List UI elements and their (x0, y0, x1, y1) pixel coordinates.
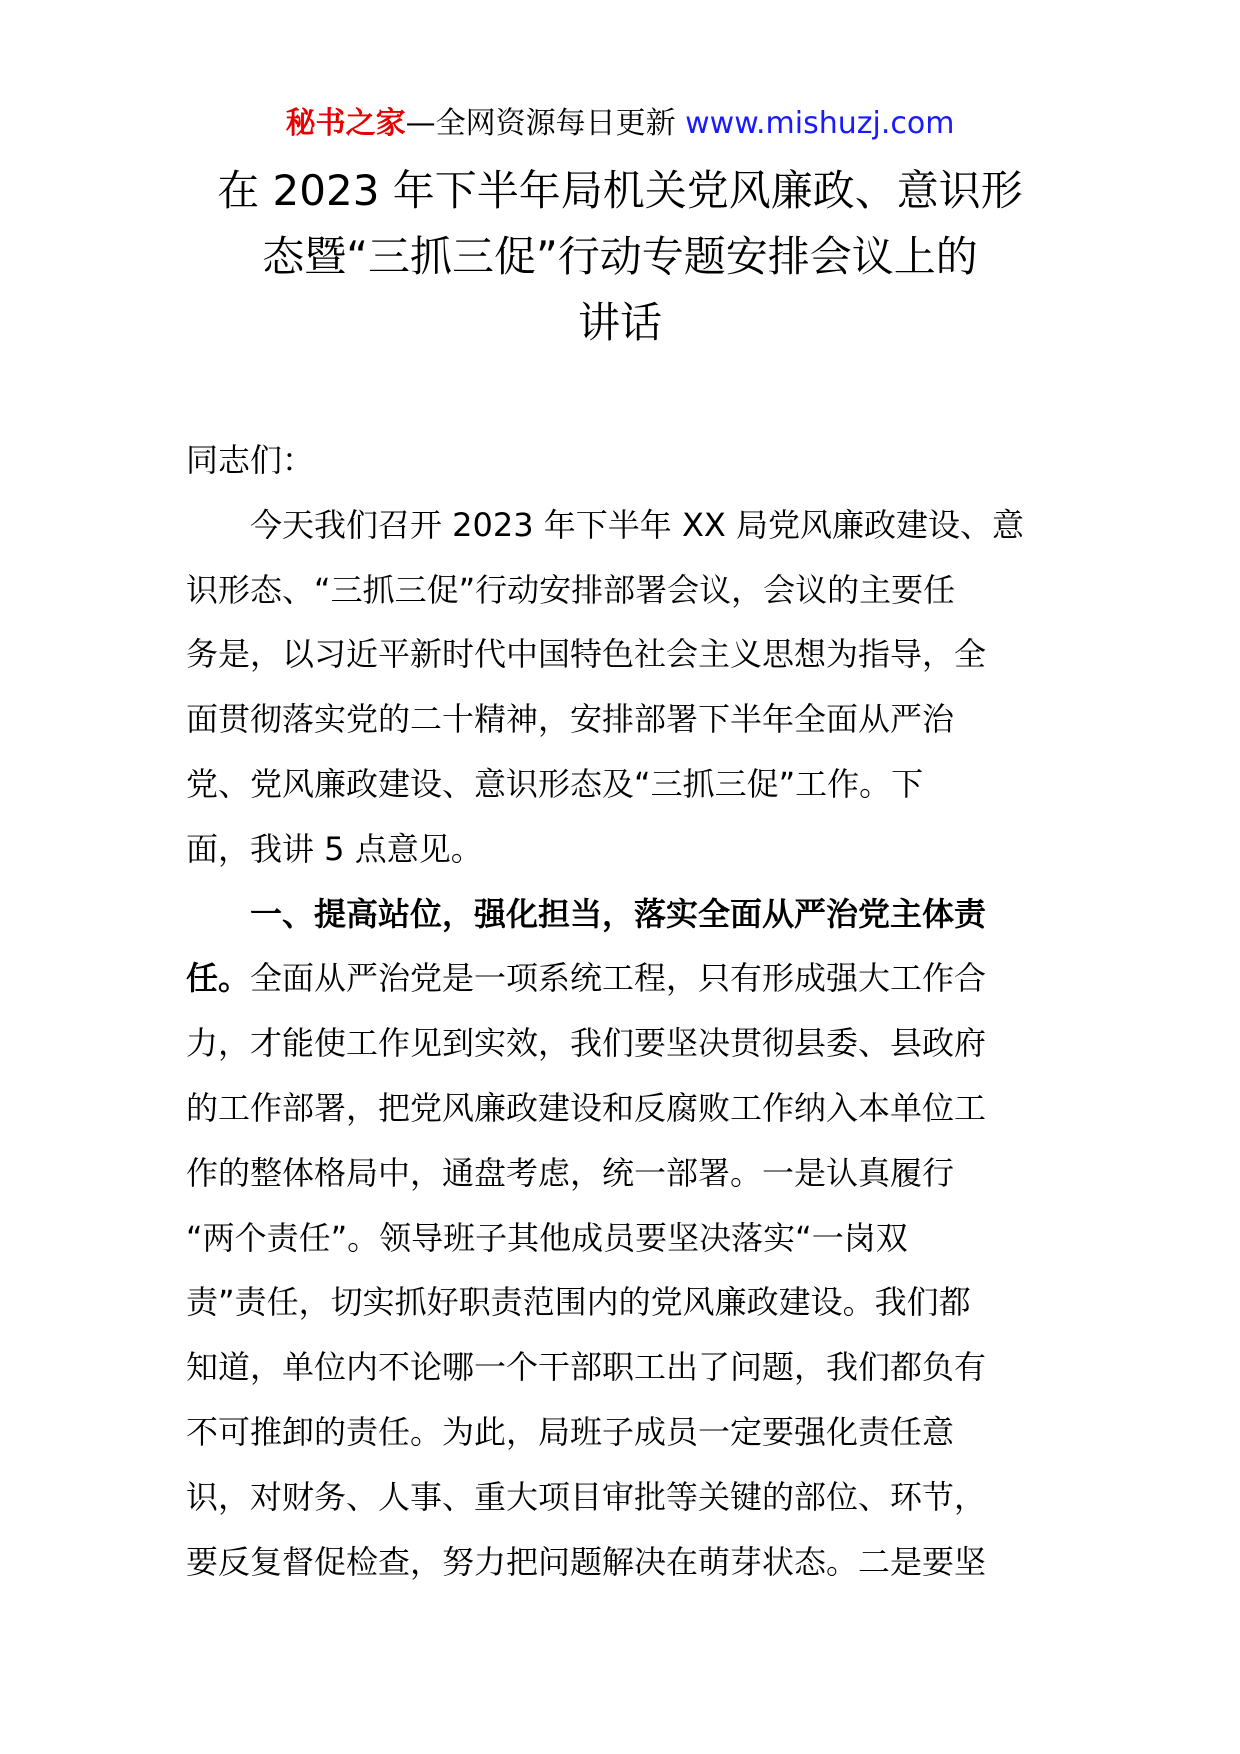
body-line-text: 知道，单位内不论哪一个干部职工出了问题，我们都负有 (186, 1348, 987, 1387)
body-line (186, 1400, 1066, 1465)
body-lines (186, 493, 1066, 1595)
brand-name: 秘书之家 (285, 106, 406, 141)
body-line (186, 1141, 1066, 1206)
body-line-text: 力，才能使工作见到实效，我们要坚决贯彻县委、县政府 (186, 1024, 987, 1063)
body-line (186, 817, 1066, 882)
body-line (186, 946, 1066, 1011)
body-line-text: 全面从严治党是一项系统工程，只有形成强大工作合 (250, 959, 987, 998)
body-line-text: 作的整体格局中，通盘考虑，统一部署。一是认真履行 (186, 1153, 955, 1192)
body-line (186, 622, 1066, 687)
body-line (186, 1335, 1066, 1400)
body-line-text: 面贯彻落实党的二十精神，安排部署下半年全面从严治 (186, 700, 955, 739)
body-line (186, 1011, 1066, 1076)
document-body (186, 428, 1066, 1594)
body-line-text: 的工作部署，把党风廉政建设和反腐败工作纳入本单位工 (186, 1088, 987, 1127)
body-line-text: 党、党风廉政建设、意识形态及“三抓三促”工作。下 (186, 764, 924, 803)
body-line-text: 责”责任，切实抓好职责范围内的党风廉政建设。我们都 (186, 1283, 971, 1322)
section-heading: 一、提高站位，强化担当，落实全面从严治党主体责 (250, 894, 987, 933)
body-line-text: “两个责任”。领导班子其他成员要坚决落实“一岗双 (186, 1218, 908, 1257)
body-line (186, 1465, 1066, 1530)
page-title (180, 158, 1060, 356)
header-tagline: —全网资源每日更新 (405, 106, 686, 141)
salutation: 同志们： (186, 441, 315, 479)
body-line (186, 882, 1066, 947)
title-line: 讲话 (577, 298, 662, 347)
body-line-text: 不可推卸的责任。为此，局班子成员一定要强化责任意 (186, 1412, 955, 1451)
title-line: 在 2023 年下半年局机关党风廉政、意识形 (217, 166, 1023, 215)
site-header (0, 102, 1240, 146)
body-line (186, 687, 1066, 752)
body-line-text: 面，我讲 5 点意见。 (186, 829, 483, 868)
title-line: 态暨“三抓三促”行动专题安排会议上的 (262, 232, 978, 281)
body-line (186, 1206, 1066, 1271)
body-line-text: 要反复督促检查，努力把问题解决在萌芽状态。二是要坚 (186, 1542, 987, 1581)
body-line (186, 752, 1066, 817)
body-line-text: 识，对财务、人事、重大项目审批等关键的部位、环节， (186, 1477, 987, 1516)
body-line (186, 1076, 1066, 1141)
site-link[interactable]: www.mishuzj.com (685, 106, 955, 141)
body-line (186, 1270, 1066, 1335)
body-line (186, 493, 1066, 558)
body-line-text: 务是，以习近平新时代中国特色社会主义思想为指导，全 (186, 635, 987, 674)
section-heading: 任。 (186, 959, 251, 998)
body-line (186, 558, 1066, 623)
body-line-text: 今天我们召开 2023 年下半年 XX 局党风廉政建设、意 (250, 505, 1024, 544)
body-line-text: 识形态、“三抓三促”行动安排部署会议，会议的主要任 (186, 570, 956, 609)
body-line (186, 1530, 1066, 1595)
